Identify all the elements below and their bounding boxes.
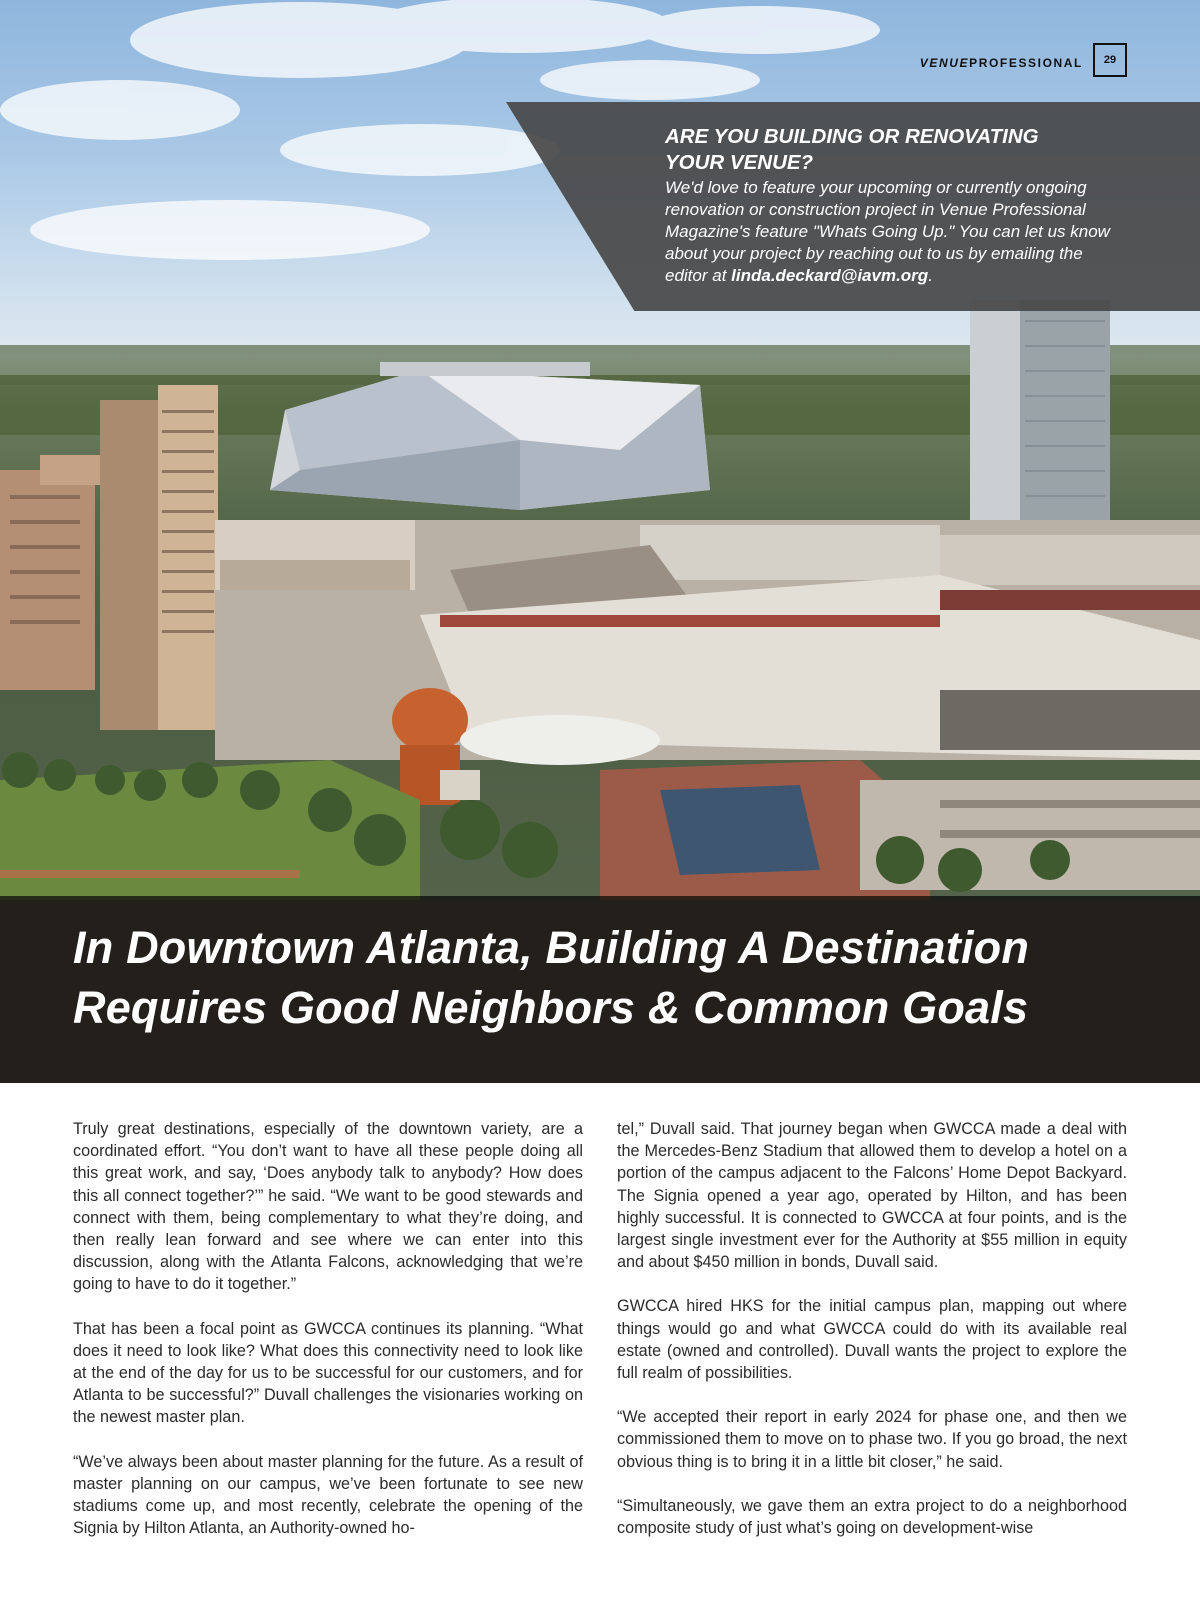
- editor-email-link[interactable]: linda.deckard@iavm.org: [731, 266, 929, 285]
- callout-title-line2: YOUR VENUE?: [665, 151, 814, 174]
- brand-professional: PROFESSIONAL: [969, 56, 1083, 70]
- paragraph: That has been a focal point as GWCCA continues its planning. “What does it need to look like? What does this connectivity need to look like at the end of the day for us to be successful for our customers, and for Atlanta to be successful?” Duvall challenges the visionaries working on the newest master plan.: [73, 1319, 583, 1427]
- article-column-left: [73, 1118, 583, 1539]
- paragraph: “We accepted their report in early 2024 for phase one, and then we commissioned them to move on to phase two. If you go broad, the next obvious thing is to bring it in a little bit closer,” he said.: [617, 1408, 1127, 1471]
- headline-line2: Requires Good Neighbors & Common Goals: [73, 982, 1029, 1033]
- headline-line1: In Downtown Atlanta, Building A Destination: [73, 922, 1030, 973]
- callout-body: [665, 177, 1115, 287]
- brand-venue: VENUE: [919, 56, 970, 70]
- callout-content: [665, 124, 1115, 287]
- left-building: [0, 470, 95, 690]
- paragraph: tel,” Duvall said. That journey began when GWCCA made a deal with the Mercedes-Benz Stadium that allowed them to develop a hotel on a portion of the campus adjacent to the Falcons’ Home Depot Backyard. The Signia opened a year ago, operated by Hilton, and has been highly successful. It is connected to GWCCA at four points, and is the largest single investment ever for the Authority at $55 million in equity and about $450 million in bonds, Duvall said.: [617, 1120, 1127, 1272]
- article-column-right: [617, 1118, 1127, 1539]
- hotel-tower: [100, 400, 158, 730]
- callout-body-text: We'd love to feature your upcoming or currently ongoing renovation or construction project in Venue Professional Magazine's feature "Whats Going Up." You can let us know about your project by reaching out to us by emailing the editor at: [665, 178, 1110, 285]
- article-headline: [73, 918, 1173, 1038]
- callout-title: [665, 124, 1115, 176]
- article-body: [73, 1118, 1127, 1539]
- paragraph: Truly great destinations, especially of the downtown variety, are a coordinated effort. “You don’t want to have all these people doing all this great work, and say, ‘Does anybody talk to anybody? How does this all connect together?’” he said. “We want to be good stewards and connect with them, being complementary to what they’re doing, and then really lean forward and see where we can enter into this discussion, along with the Atlanta Falcons, acknowledging that we’re going to have to do it together.”: [73, 1120, 583, 1294]
- page-number: 29: [1093, 43, 1127, 77]
- paragraph: “Simultaneously, we gave them an extra project to do a neighborhood composite study of just what’s going on development-wise: [617, 1496, 1127, 1538]
- orange-rotunda: [392, 688, 468, 752]
- paragraph: “We’ve always been about master planning for the future. As a result of master planning on our campus, we’ve been fortunate to see new stadiums come up, and most recently, celebrate the opening of the Signia by Hilton Atlanta, an Authority-owned ho-: [73, 1452, 583, 1538]
- callout-title-line1: ARE YOU BUILDING OR RENOVATING: [665, 125, 1039, 148]
- callout-body-end: .: [928, 266, 933, 285]
- masthead: [920, 53, 1083, 73]
- paragraph: GWCCA hired HKS for the initial campus plan, mapping out where things would go and what GWCCA could do with its available real estate (owned and controlled). Duvall wants the project to explore the full realm of possibilities.: [617, 1297, 1127, 1383]
